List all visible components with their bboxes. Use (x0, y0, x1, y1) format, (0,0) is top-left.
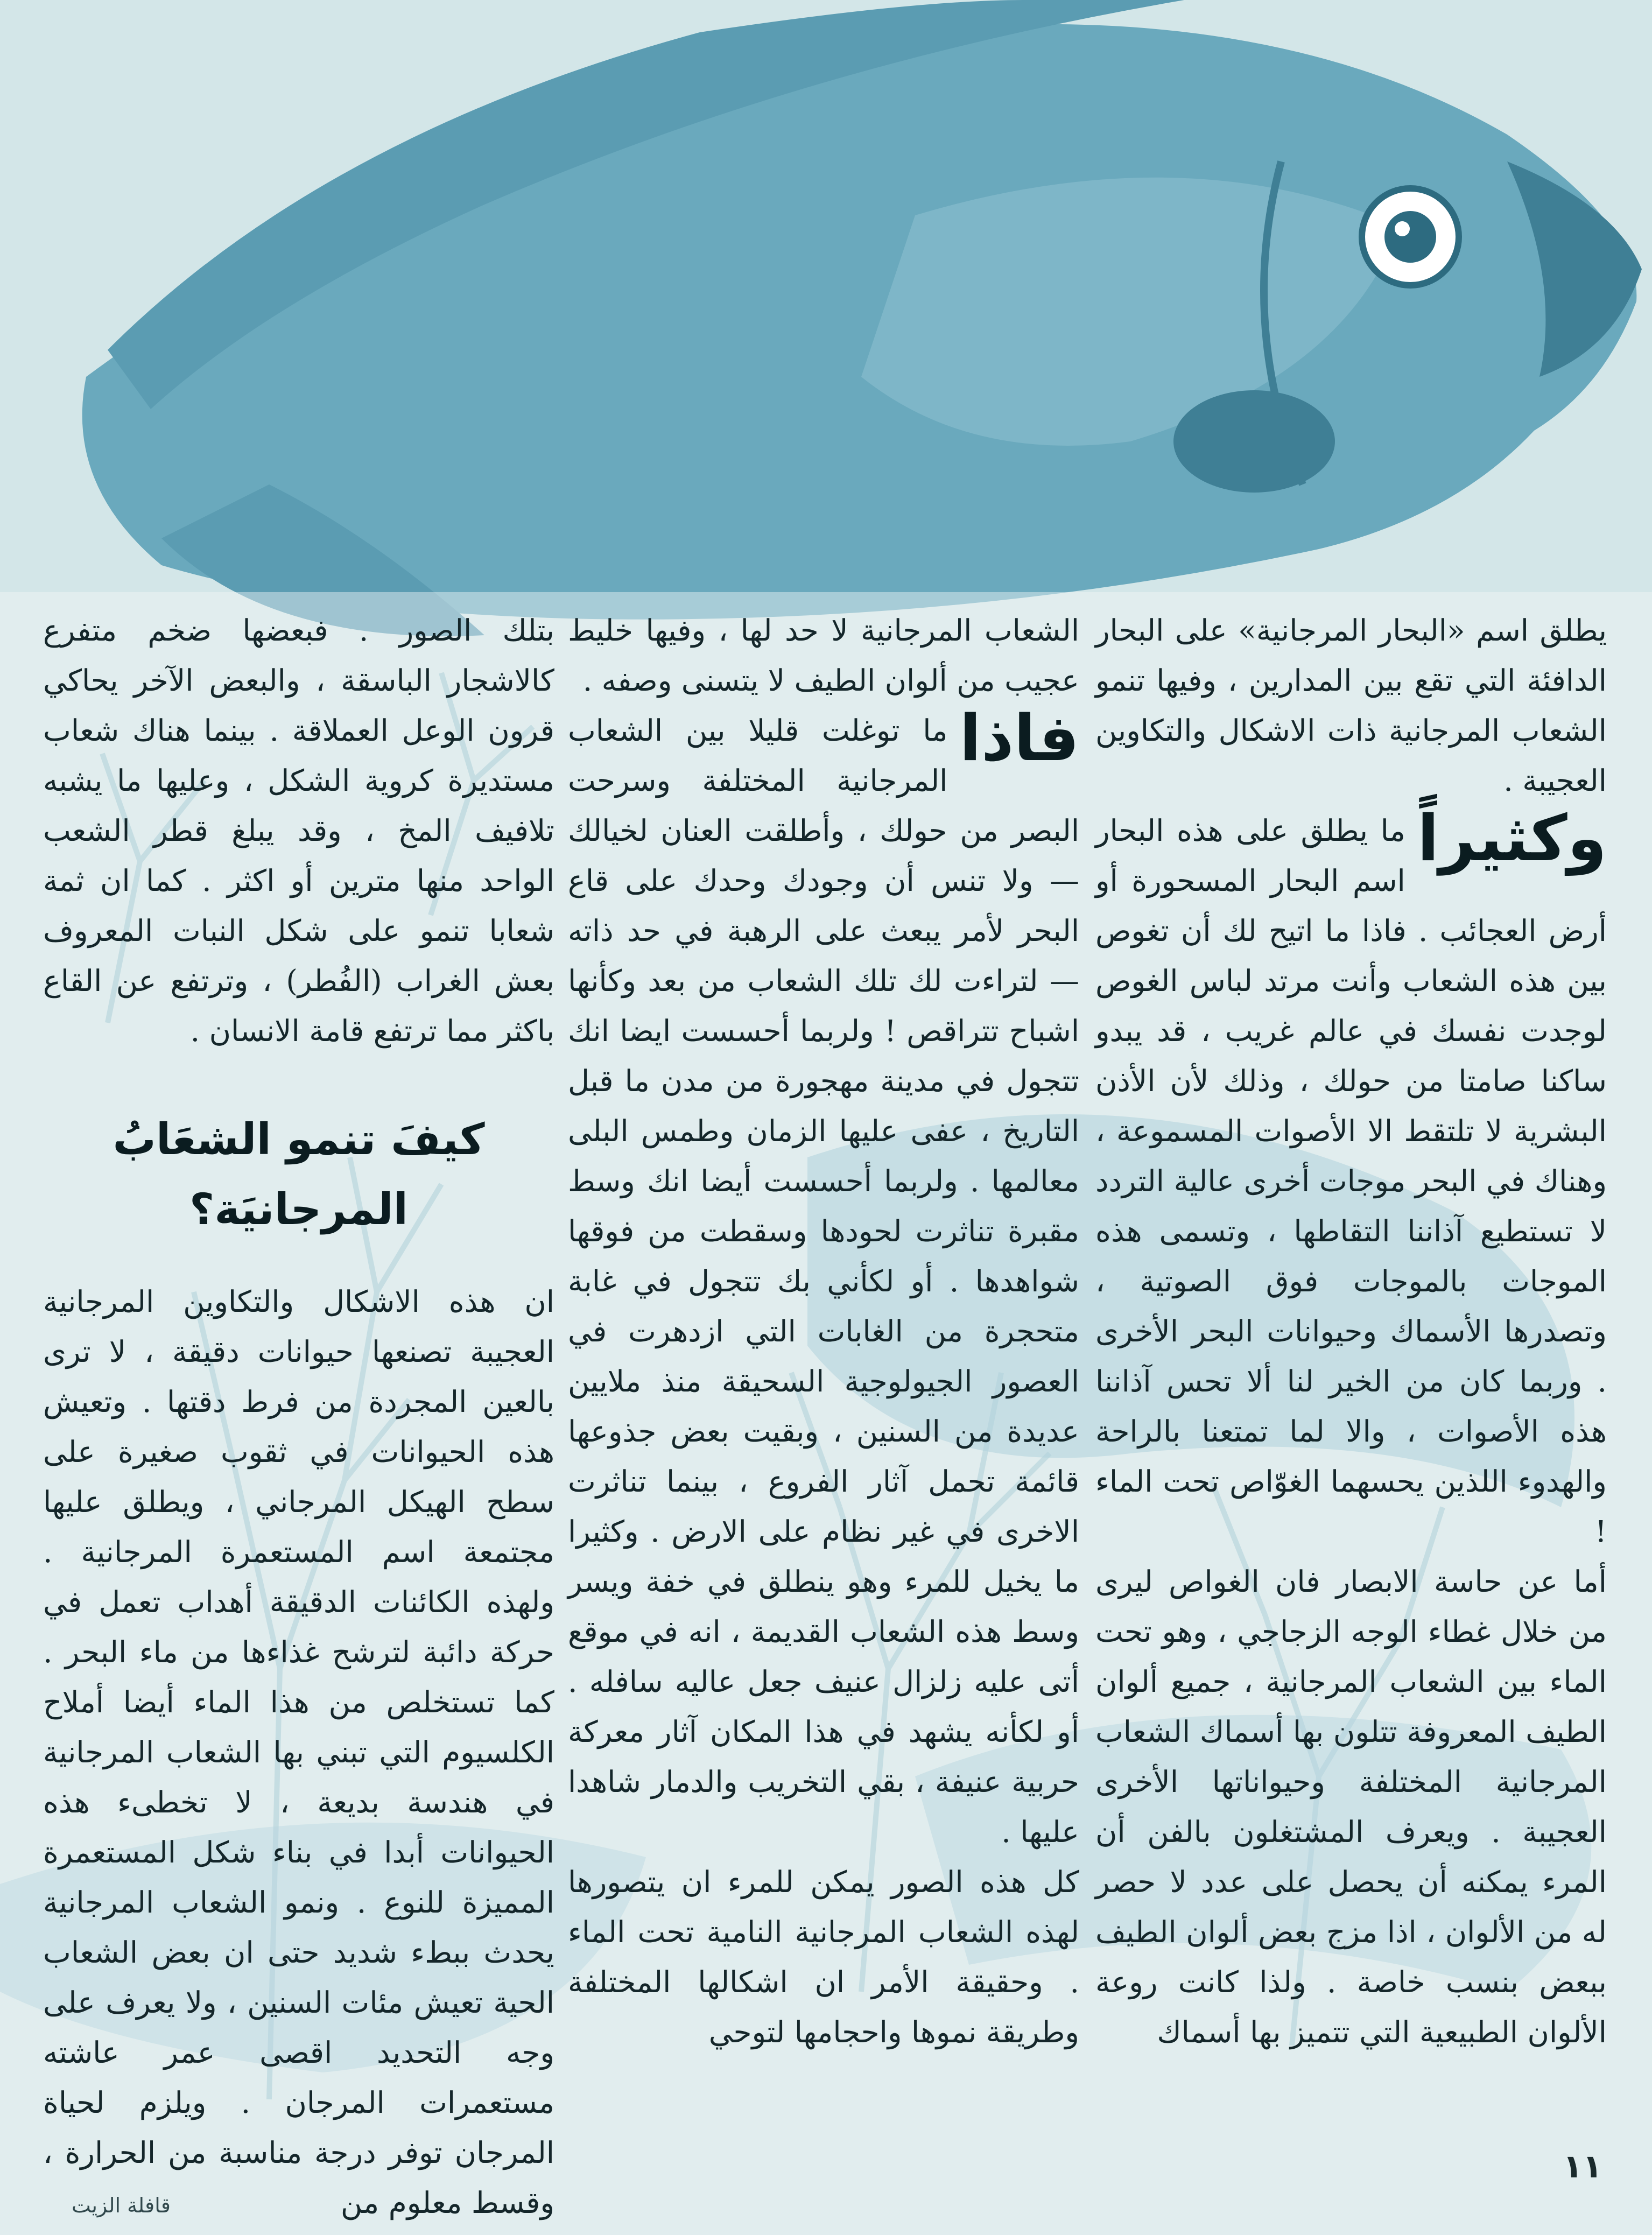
paragraph: كل هذه الصور يمكن للمرء ان يتصورها لهذه الشعاب المرجانية النامية تحت الماء . وحقيقة الأمر ان اشكالها المختلفة وطريقة نموها واحجامها لتوحي (568, 1865, 1079, 2049)
lead-word: فاذا (959, 701, 1079, 775)
pectoral-spot (1173, 390, 1335, 493)
text-column-right (1095, 606, 1607, 2156)
paragraph: يطلق اسم «البحار المرجانية» على البحار الدافئة التي تقع بين المدارين ، وفيها تنمو الشعاب المرجانية ذات الاشكال والتكاوين العجيبة . (1095, 613, 1607, 798)
paragraph-text: ما توغلت قليلا بين الشعاب المرجانية المختلفة وسرحت البصر من حولك ، وأطلقت العنان لخيالك — ولا تنس أن وجودك وحدك على قاع البحر لأمر يبعث على الرهبة في حد ذاته — لتراءت لك تلك الشعاب من بعد وكأنها اشباح تتراقص ! ولربما أحسست ايضا انك تتجول في مدينة مهجورة من مدن ما قبل التاريخ ، عفى عليها الزمان وطمس البلى معالمها . ولربما أحسست أيضا انك وسط مقبرة تناثرت لحودها وسقطت من فوقها شواهدها . أو لكأني بك تتجول في غابة متحجرة من الغابات التي ازدهرت في العصور الجيولوجية السحيقة منذ ملايين عديدة من السنين ، وبقيت بعض جذوعها قائمة تحمل آثار الفروع ، بينما تناثرت الاخرى في غير نظام على الارض . وكثيرا ما يخيل للمرء وهو ينطلق في خفة ويسر وسط هذه الشعاب القديمة ، انه في موقع أتى عليه زلزال عنيف جعل عاليه سافله . أو لكأنه يشهد في هذا المكان آثار معركة حربية عنيفة ، بقي التخريب والدمار شاهدا عليها . (568, 713, 1079, 1849)
paragraph-text: ما يطلق على هذه البحار اسم البحار المسحورة أو أرض العجائب . فاذا ما اتيح لك أن تغوص بين هذه الشعاب وأنت مرتد لباس الغوص لوجدت نفسك في عالم غريب ، قد يبدو ساكنا صامتا من حولك ، وذلك لأن الأذن البشرية لا تلتقط الا الأصوات المسموعة ، وهناك في البحر موجات أخرى عالية التردد لا تستطيع آذاننا التقاطها ، وتسمى هذه الموجات بالموجات فوق الصوتية ، وتصدرها الأسماك وحيوانات البحر الأخرى . وربما كان من الخير لنا ألا تحس آذاننا هذه الأصوات ، والا لما تمتعنا بالراحة والهدوء اللذين يحسهما الغوّاص تحت الماء ! (1095, 813, 1607, 1549)
paragraph: ان هذه الاشكال والتكاوين المرجانية العجيبة تصنعها حيوانات دقيقة ، لا ترى بالعين المجردة من فرط دقتها . وتعيش هذه الحيوانات في ثقوب صغيرة على سطح الهيكل المرجاني ، ويطلق عليها مجتمعة اسم المستعمرة المرجانية . ولهذه الكائنات الدقيقة أهداب تعمل في حركة دائبة لترشح غذاءها من ماء البحر . كما تستخلص من هذا الماء أيضا أملاح الكلسيوم التي تبني بها الشعاب المرجانية في هندسة بديعة ، لا تخطىء هذه الحيوانات أبدا في بناء شكل المستعمرة المميزة للنوع . ونمو الشعاب المرجانية يحدث ببطء شديد حتى ان بعض الشعاب الحية تعيش مئات السنين ، ولا يعرف على وجه التحديد اقصى عمر عاشته مستعمرات المرجان . ويلزم لحياة المرجان توفر درجة مناسبة من الحرارة ، وقسط معلوم من (43, 1284, 554, 2220)
paragraph: بتلك الصور . فبعضها ضخم متفرع كالاشجار الباسقة ، والبعض الآخر يحاكي قرون الوعل العملاقة . بينما هناك شعاب مستديرة كروية الشكل ، وعليها ما يشبه تلافيف المخ ، وقد يبلغ قطر الشعب الواحد منها مترين أو اكثر . كما ان ثمة شعابا تنمو على شكل النبات المعروف بعش الغراب (الفُطر) ، وترتفع عن القاع باكثر مما ترتفع قامة الانسان . (43, 613, 554, 1048)
paragraph: الشعاب المرجانية لا حد لها ، وفيها خليط عجيب من ألوان الطيف لا يتسنى وصفه . (568, 613, 1079, 698)
paragraph (1095, 801, 1607, 1557)
section-heading: كيفَ تنمو الشعَابُ المرجانيَة؟ (113, 1114, 485, 1234)
page-number: ١١ (1563, 2148, 1602, 2185)
paragraph: أما عن حاسة الابصار فان الغواص ليرى من خلال غطاء الوجه الزجاجي ، وهو تحت الماء بين الشعاب المرجانية ، جميع ألوان الطيف المعروفة تتلون بها أسماك الشعاب المرجانية المختلفة وحيواناتها الأخرى العجيبة . ويعرف المشتغلون بالفن أن المرء يمكنه أن يحصل على عدد لا حصر له من الألوان ، اذا مزج بعض ألوان الطيف ببعض بنسب خاصة . ولذا كانت روعة الألوان الطبيعية التي تتميز بها أسماك (1095, 1564, 1607, 2049)
magazine-name: قافلة الزيت (72, 2194, 171, 2217)
paragraph (568, 701, 1079, 1857)
text-column-middle (568, 606, 1079, 2156)
lead-word: وكثيراً (1417, 801, 1607, 875)
